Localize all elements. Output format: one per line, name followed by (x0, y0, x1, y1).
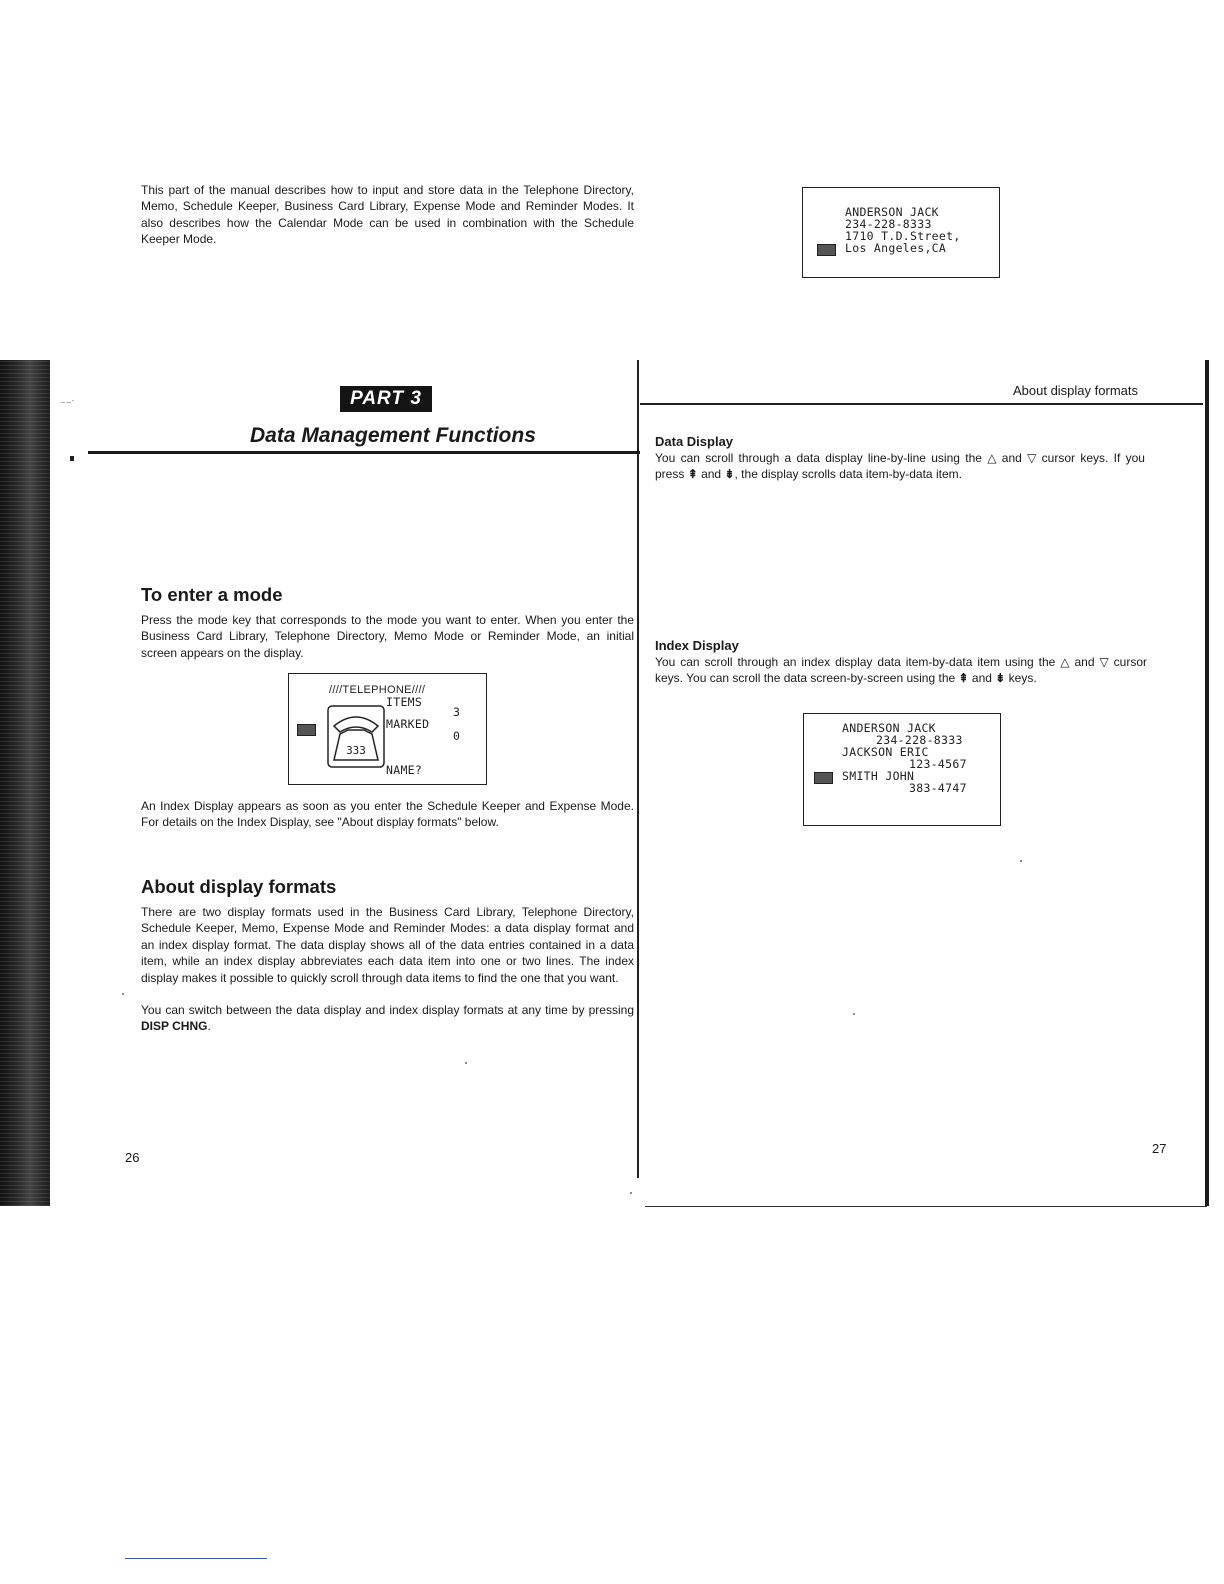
telephone-initial-screen (288, 673, 487, 785)
down-triangle-icon: ▽ (1099, 655, 1109, 669)
section-heading-enter-mode: To enter a mode (141, 584, 283, 605)
index-entry-number: 234-228-8333 (876, 733, 963, 747)
scan-speck (630, 1192, 632, 1194)
section-heading-display-formats: About display formats (141, 876, 337, 897)
switch-formats-paragraph (141, 1002, 634, 1035)
index-entry-name: ANDERSON JACK (842, 721, 936, 735)
index-display-text-2: cursor keys. You can scroll the data screen-by-screen using the (655, 655, 1147, 686)
part-badge: PART 3 (340, 386, 432, 412)
page-down-key-icon: ⇟ (724, 467, 735, 482)
page-up-key-icon: ⇞ (687, 467, 698, 482)
page-up-key-icon: ⇞ (958, 671, 969, 686)
up-triangle-icon: △ (1060, 655, 1070, 669)
disp-chng-key: DISP CHNG (141, 1019, 208, 1034)
display-formats-paragraph: There are two display formats used in the Business Card Library, Telephone Directory, Schedule Keeper, Memo, Expense Mode and Reminder Modes: a data display format and an index display format. The data display shows all of the data entries contained in a data item, while an index display abbreviates each data item into one or two lines. The index display makes it possible to quickly scroll through data items to find the one that you want. (141, 905, 634, 985)
data-display-heading: Data Display (655, 434, 734, 449)
name-prompt: NAME? (386, 763, 423, 777)
left-binding-texture (0, 360, 50, 1206)
enter-mode-paragraph: Press the mode key that corresponds to the mode you want to enter. When you enter the Business Card Library, Telephone Directory, Memo Mode or Reminder Mode, an initial screen appears on the display. (141, 613, 634, 660)
footer-link-underline (125, 1558, 267, 1559)
marked-label: MARKED (386, 717, 430, 731)
index-display-and-2: and (968, 671, 996, 686)
data-line-street: 1710 T.D.Street, (845, 229, 961, 243)
index-note-paragraph: An Index Display appears as soon as you enter the Schedule Keeper and Expense Mode. For details on the Index Display, see "About display formats" below. (141, 799, 634, 830)
caps-mode-icon (817, 244, 836, 256)
index-display-text-3: keys. (1005, 671, 1037, 686)
data-line-name: ANDERSON JACK (845, 205, 939, 219)
page-gutter-line (637, 360, 639, 1178)
index-display-paragraph (655, 654, 1147, 687)
data-display-and-1: and (996, 451, 1028, 465)
telephone-screen-title: ////TELEPHONE//// (329, 684, 426, 696)
telephone-icon (326, 704, 386, 769)
caps-mode-icon (814, 772, 833, 784)
data-display-screen (802, 187, 1000, 278)
data-display-text-1: You can scroll through a data display line-by-line using the (655, 451, 988, 465)
index-entry-name: SMITH JOHN (842, 769, 915, 783)
right-page-bottom-edge (645, 1206, 1207, 1207)
running-head: About display formats (1012, 383, 1138, 398)
data-line-phone: 234-228-8333 (845, 217, 932, 231)
data-display-paragraph (655, 450, 1145, 483)
right-page-edge (1205, 360, 1209, 1206)
scan-speck (122, 993, 124, 995)
scan-speck (1020, 860, 1022, 862)
items-value: 3 (453, 705, 461, 719)
index-display-heading: Index Display (655, 638, 739, 653)
title-rule (88, 451, 640, 454)
items-label: ITEMS (386, 695, 423, 709)
intro-paragraph: This part of the manual describes how to input and store data in the Telephone Directory, Memo, Schedule Keeper, Business Card Library, Expense Mode and Reminder Modes. It also describes how the Calendar Mode can be used in combination with the Schedule Keeper Mode. (141, 183, 634, 247)
index-entry-number: 383-4747 (909, 781, 967, 795)
up-triangle-icon: △ (987, 451, 997, 465)
switch-formats-end: . (207, 1019, 211, 1034)
data-display-and-2: and (697, 467, 725, 482)
scan-speck (465, 1062, 467, 1064)
data-display-text-2: cursor keys. If you press (655, 451, 1145, 482)
index-entry-number: 123-4567 (909, 757, 967, 771)
running-head-rule (640, 403, 1203, 405)
page-down-key-icon: ⇟ (995, 671, 1006, 686)
page-number-right: 27 (1152, 1141, 1167, 1156)
scan-mark: ⁻⁻˙ (60, 399, 76, 411)
caps-mode-icon (297, 724, 316, 736)
page-number-left: 26 (125, 1150, 140, 1165)
data-line-city: Los Angeles,CA (845, 241, 947, 255)
index-display-and-1: and (1069, 655, 1100, 669)
index-display-text-1: You can scroll through an index display data item-by-data item using the (655, 655, 1061, 669)
data-display-text-3: , the display scrolls data item-by-data item. (734, 467, 962, 482)
phone-dial-digits: 333 (346, 744, 366, 757)
index-entry-name: JACKSON ERIC (842, 745, 929, 759)
chapter-title: Data Management Functions (250, 424, 536, 447)
scan-speck (853, 1013, 855, 1015)
down-triangle-icon: ▽ (1027, 451, 1037, 465)
switch-formats-text: You can switch between the data display and index display formats at any time by pressing (141, 1003, 634, 1017)
margin-bullet (70, 456, 74, 461)
index-display-screen (803, 713, 1001, 826)
marked-value: 0 (453, 729, 461, 743)
